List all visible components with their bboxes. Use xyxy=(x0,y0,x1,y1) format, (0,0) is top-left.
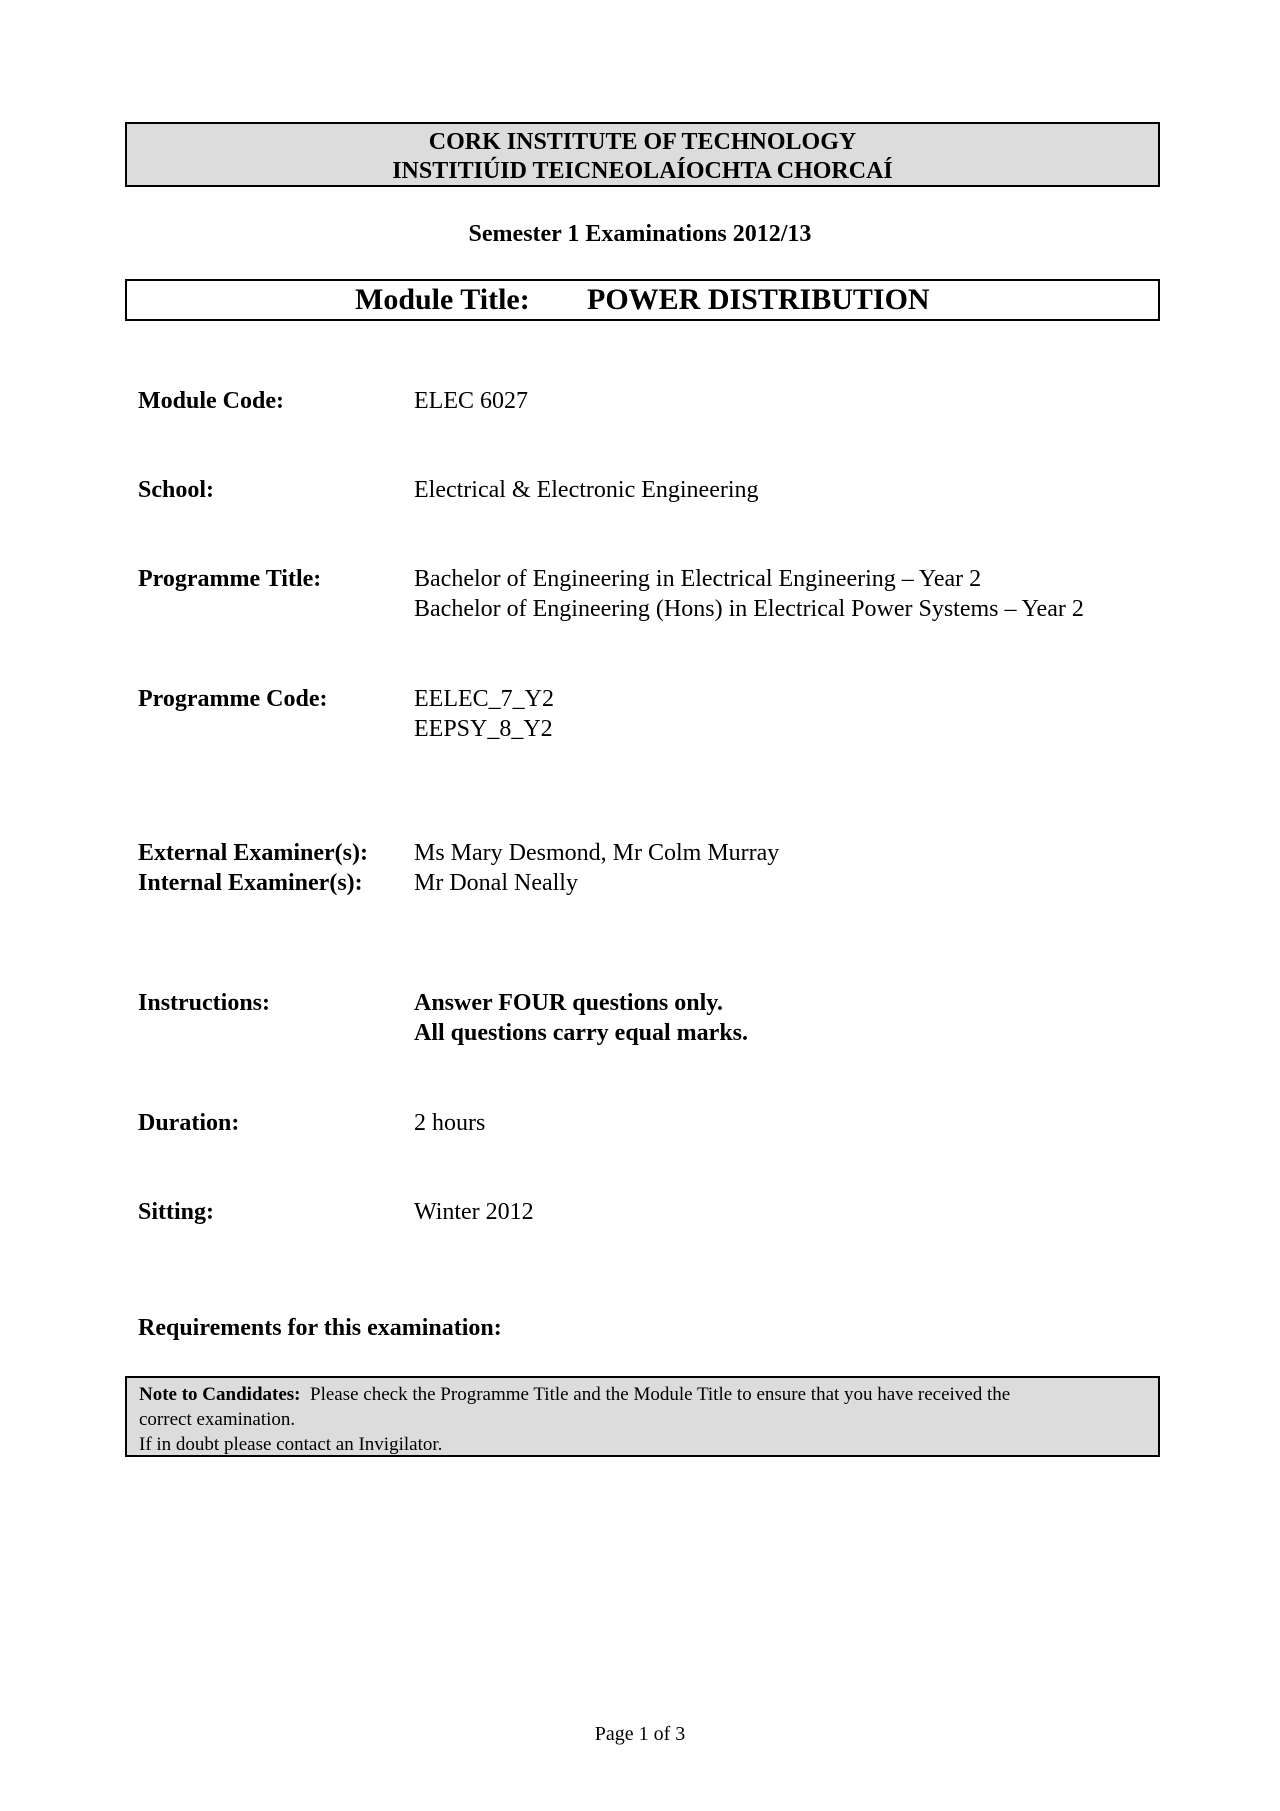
institution-name-english: CORK INSTITUTE OF TECHNOLOGY xyxy=(428,129,857,155)
programme-title-value-1: Bachelor of Engineering in Electrical Engineering – Year 2 xyxy=(414,566,982,592)
module-title-value: POWER DISTRIBUTION xyxy=(587,283,930,316)
sitting-value: Winter 2012 xyxy=(414,1199,534,1225)
external-examiners-label: External Examiner(s): xyxy=(138,840,368,866)
note-line-1 xyxy=(139,1382,1146,1407)
module-title-box xyxy=(125,279,1160,321)
instructions-value-1: Answer FOUR questions only. xyxy=(414,990,723,1016)
note-label: Note to Candidates: xyxy=(139,1384,301,1405)
internal-examiners-label: Internal Examiner(s): xyxy=(138,870,363,896)
institution-header xyxy=(125,122,1160,187)
programme-code-value-1: EELEC_7_Y2 xyxy=(414,686,554,712)
programme-title-label: Programme Title: xyxy=(138,566,322,592)
module-title-label: Module Title: xyxy=(355,283,530,316)
institution-name-irish: INSTITIÚID TEICNEOLAÍOCHTA CHORCAÍ xyxy=(392,158,893,184)
note-to-candidates xyxy=(125,1376,1160,1457)
note-text-3: If in doubt please contact an Invigilator. xyxy=(139,1434,443,1455)
instructions-label: Instructions: xyxy=(138,990,271,1016)
sitting-label: Sitting: xyxy=(138,1199,215,1225)
duration-label: Duration: xyxy=(138,1110,240,1136)
page-number: Page 1 of 3 xyxy=(594,1723,686,1745)
programme-title-value-2: Bachelor of Engineering (Hons) in Electrical Power Systems – Year 2 xyxy=(414,596,1084,622)
programme-code-value-2: EEPSY_8_Y2 xyxy=(414,716,553,742)
semester-heading: Semester 1 Examinations 2012/13 xyxy=(468,221,812,247)
module-code-label: Module Code: xyxy=(138,388,284,414)
requirements-heading: Requirements for this examination: xyxy=(138,1315,502,1341)
school-value: Electrical & Electronic Engineering xyxy=(414,477,759,503)
school-label: School: xyxy=(138,477,215,503)
instructions-value-2: All questions carry equal marks. xyxy=(414,1020,749,1046)
external-examiners-value: Ms Mary Desmond, Mr Colm Murray xyxy=(414,840,780,866)
internal-examiners-value: Mr Donal Neally xyxy=(414,870,578,896)
programme-code-label: Programme Code: xyxy=(138,686,328,712)
note-text-2: correct examination. xyxy=(139,1409,296,1430)
note-text-1: Please check the Programme Title and the Module Title to ensure that you have received the xyxy=(310,1384,1011,1405)
duration-value: 2 hours xyxy=(414,1110,486,1136)
module-code-value: ELEC 6027 xyxy=(414,388,528,414)
